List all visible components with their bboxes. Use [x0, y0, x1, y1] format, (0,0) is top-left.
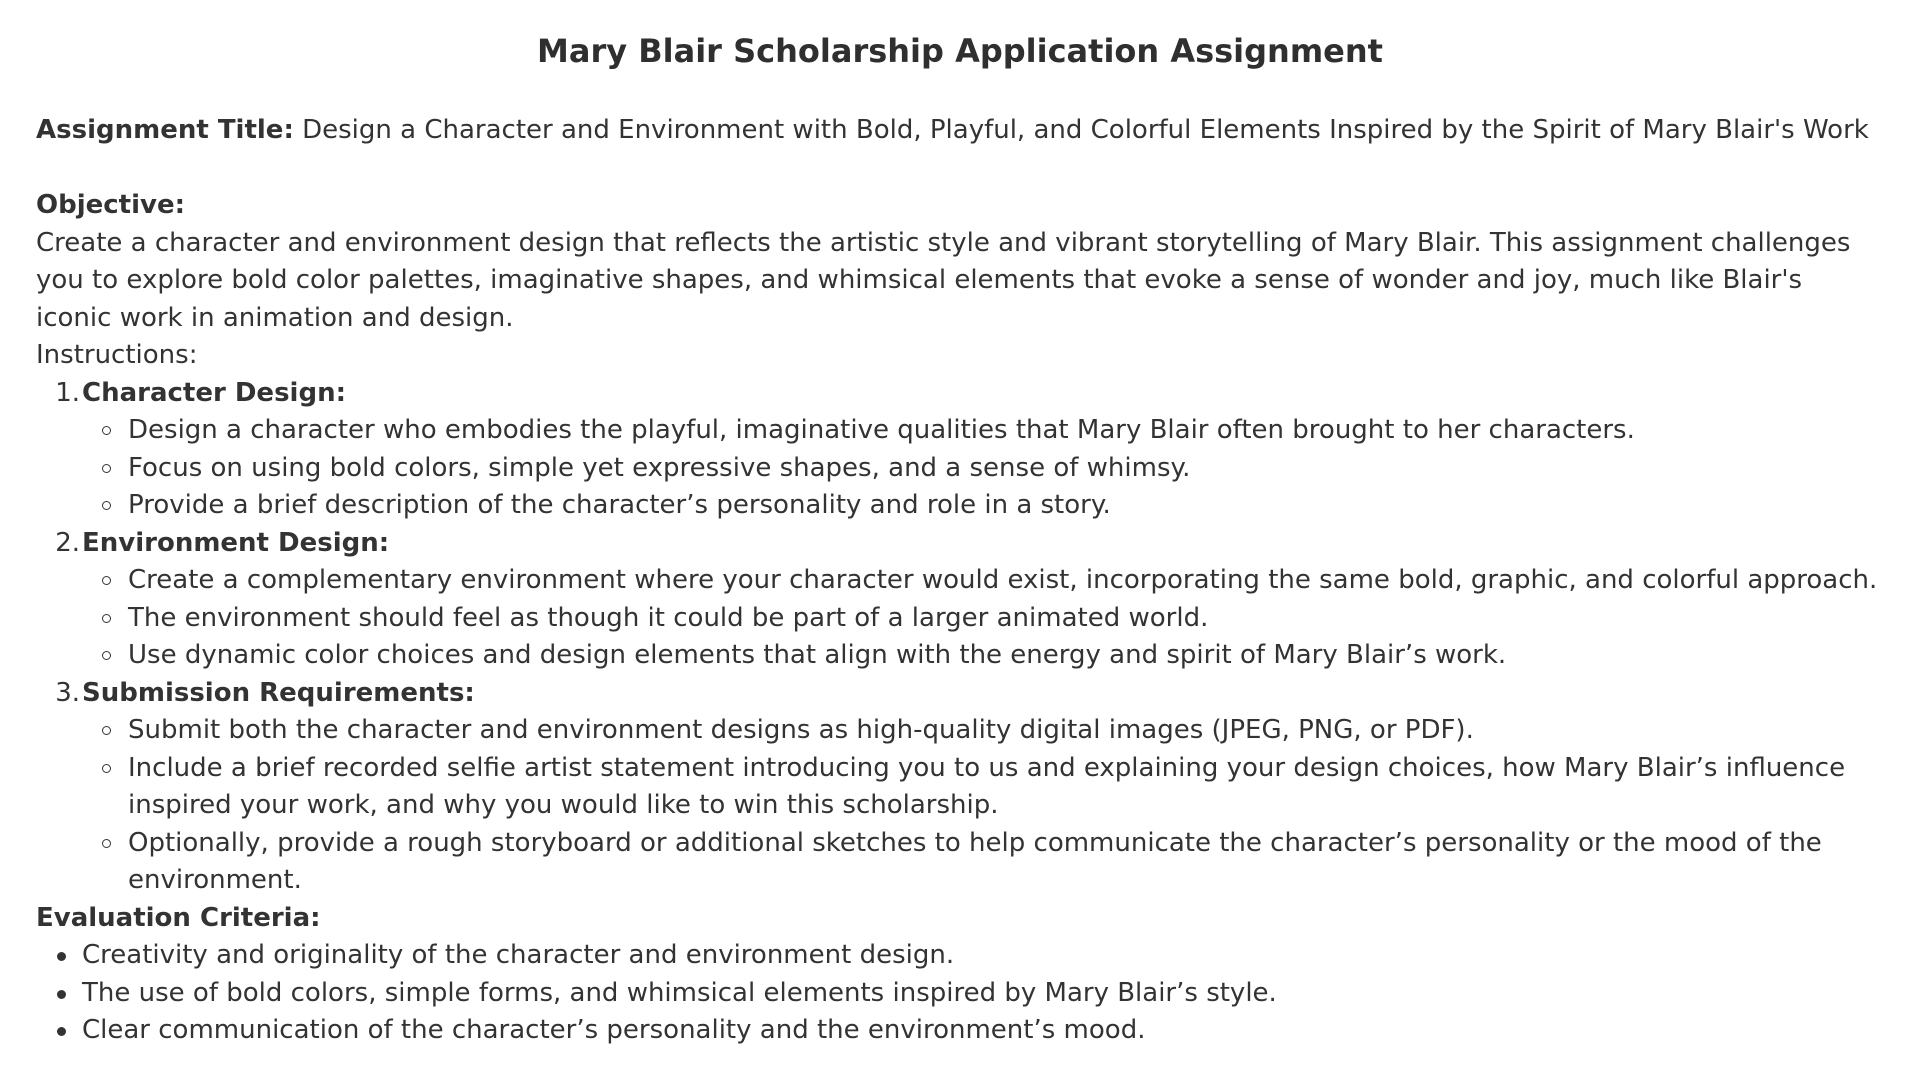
list-item-text: Provide a brief description of the character’s personality and role in a story. [128, 490, 1111, 520]
step-heading-row [36, 525, 1884, 563]
step-character-design [36, 375, 1884, 525]
step-heading-row [36, 375, 1884, 413]
list-item-text: The use of bold colors, simple forms, and whimsical elements inspired by Mary Blair’s style. [82, 977, 1277, 1008]
step-submission-requirements [36, 675, 1884, 900]
list-item [36, 750, 1898, 825]
instruction-steps [36, 375, 1884, 900]
list-item-text: Submit both the character and environment designs as high-quality digital images (JPEG, PNG, or PDF). [128, 715, 1474, 745]
circle-bullet-icon [102, 651, 111, 660]
list-item-text: Creativity and originality of the character and environment design. [82, 940, 955, 970]
list-item [36, 825, 1898, 900]
spacer [36, 150, 1884, 188]
objective-label: Objective: [36, 190, 185, 220]
assignment-title-label: Assignment Title: [36, 115, 294, 145]
list-item-text: Use dynamic color choices and design elements that align with the energy and spirit of Mary Blair’s work. [128, 640, 1507, 670]
list-item [36, 975, 1884, 1013]
document-title: Mary Blair Scholarship Application Assignment [537, 32, 1383, 70]
circle-bullet-icon [102, 839, 111, 848]
list-item [36, 412, 1898, 450]
circle-bullet-icon [102, 726, 111, 735]
step-items [36, 412, 1884, 525]
step-number: 3. [55, 677, 80, 708]
list-item [36, 712, 1898, 750]
instructions-label: Instructions: [36, 340, 198, 370]
step-heading: Character Design: [82, 377, 346, 408]
disc-bullet-icon [57, 952, 66, 961]
circle-bullet-icon [102, 464, 111, 473]
step-number: 2. [55, 527, 80, 558]
list-item [36, 637, 1898, 675]
step-items [36, 562, 1884, 675]
list-item [36, 562, 1898, 600]
disc-bullet-icon [57, 990, 66, 999]
step-heading-row [36, 675, 1884, 713]
circle-bullet-icon [102, 614, 111, 623]
circle-bullet-icon [102, 764, 111, 773]
step-number: 1. [55, 377, 80, 408]
list-item [36, 1012, 1884, 1050]
evaluation-criteria-list [36, 937, 1884, 1050]
list-item [36, 450, 1898, 488]
list-item [36, 937, 1884, 975]
list-item-text: Focus on using bold colors, simple yet expressive shapes, and a sense of whimsy. [128, 452, 1191, 483]
circle-bullet-icon [102, 426, 111, 435]
list-item [36, 600, 1898, 638]
disc-bullet-icon [57, 1027, 66, 1036]
evaluation-label: Evaluation Criteria: [36, 902, 321, 933]
assignment-title-value: Design a Character and Environment with Bold, Playful, and Colorful Elements Inspired by the Spirit of Mary Blair's Work [302, 115, 1869, 145]
list-item-text: The environment should feel as though it could be part of a larger animated world. [128, 602, 1209, 633]
list-item-text: Include a brief recorded selfie artist statement introducing you to us and explaining your design choices, how Mary Blair’s influence inspired your work, and why you would like to win this scholarship. [128, 752, 1846, 820]
step-environment-design [36, 525, 1884, 675]
circle-bullet-icon [102, 501, 111, 510]
list-item-text: Create a complementary environment where your character would exist, incorporating the same bold, graphic, and colorful approach. [128, 565, 1878, 595]
list-item-text: Optionally, provide a rough storyboard or additional sketches to help communicate the character’s personality or the mood of the environment. [128, 827, 1822, 895]
circle-bullet-icon [102, 576, 111, 585]
assignment-title-line [36, 112, 1884, 150]
step-items [36, 712, 1884, 900]
list-item-text: Design a character who embodies the playful, imaginative qualities that Mary Blair often brought to her characters. [128, 415, 1635, 445]
list-item [36, 487, 1898, 525]
step-heading: Environment Design: [82, 527, 390, 558]
objective-text: Create a character and environment design that reflects the artistic style and vibrant storytelling of Mary Blair. This assignment challenges you to explore bold color palettes, imaginative shapes, and whimsical elements that evoke a sense of wonder and joy, much like Blair's iconic work in animation and design. [36, 227, 1851, 333]
step-heading: Submission Requirements: [82, 677, 475, 708]
list-item-text: Clear communication of the character’s personality and the environment’s mood. [82, 1015, 1146, 1045]
